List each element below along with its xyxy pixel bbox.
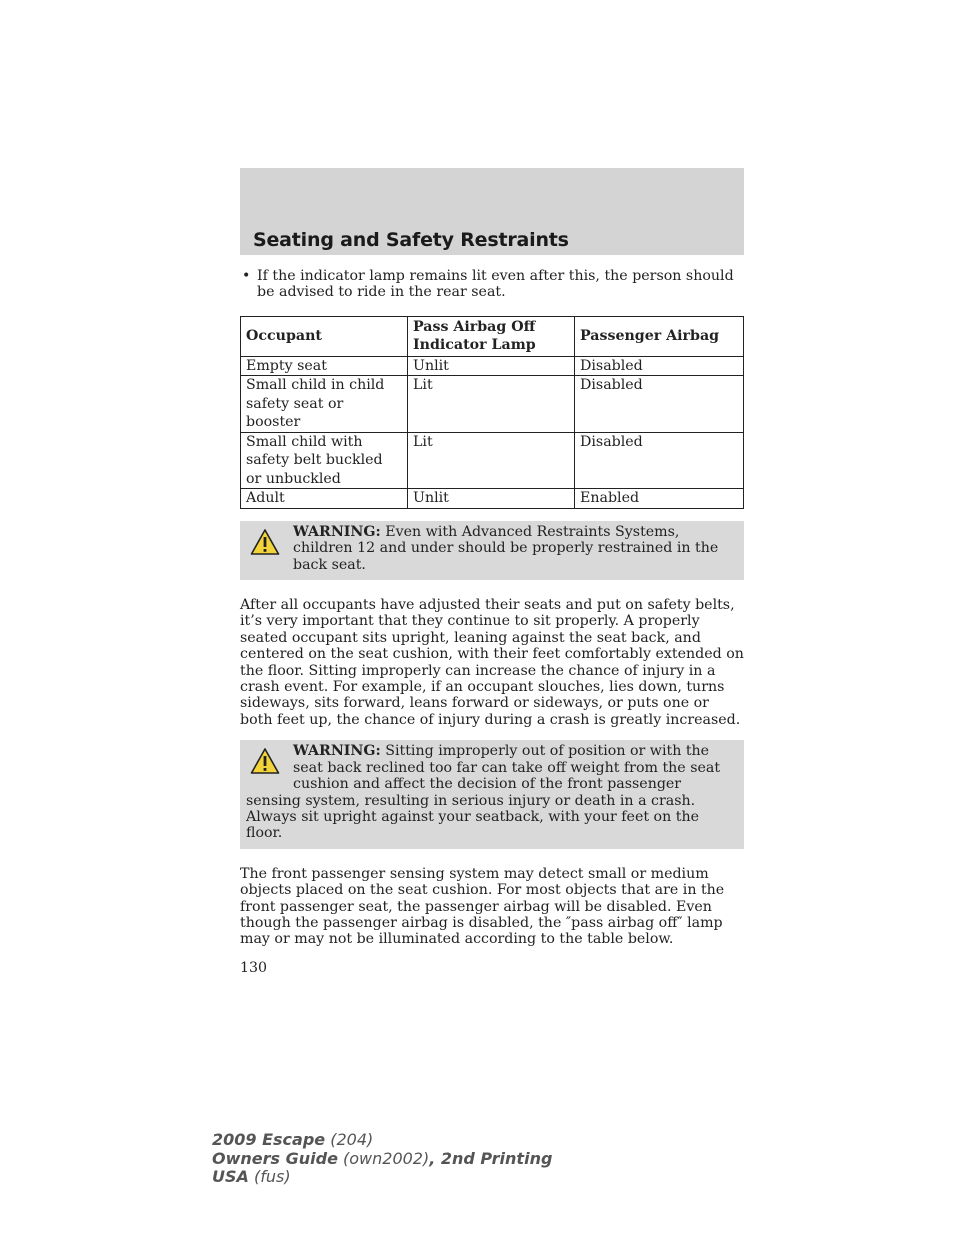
sensing-system-paragraph: The front passenger sensing system may detect small or medium objects placed on the seat cushion. For most objects that are in the front passenger seat, the passenger airbag will be disabled. Even though the passenger airbag is disabled, the ″pass airbag off″ lamp may or may not be illuminated according to the table below. xyxy=(240,865,725,948)
table-cell: Lit xyxy=(408,376,575,433)
section-title: Seating and Safety Restraints xyxy=(253,229,569,251)
warning-triangle-icon xyxy=(250,528,280,556)
table-cell: Enabled xyxy=(575,489,744,509)
warning-label: WARNING: xyxy=(293,743,381,760)
footer-market-code: (fus) xyxy=(248,1167,291,1186)
footer-model-code: (204) xyxy=(325,1130,374,1149)
footer-line-1 xyxy=(212,1131,552,1150)
table-row xyxy=(241,376,744,433)
table-header-row xyxy=(241,316,744,356)
warning-label: WARNING: xyxy=(293,523,381,540)
sitting-properly-paragraph: After all occupants have adjusted their seats and put on safety belts, it’s very important that they continue to sit properly. A properly seated occupant sits upright, leaning against the seat back, and centered on the seat cushion, with their feet comfortably extended on the floor. Sitting improperly can increase the chance of injury in a crash event. For example, if an occupant slouches, lies down, turns sideways, sits forward, leans forward or sideways, or puts one or both feet up, the chance of injury during a crash is greatly increased. xyxy=(240,597,744,728)
footer-model: 2009 Escape xyxy=(212,1130,326,1149)
page-content xyxy=(240,268,744,948)
table-cell: Disabled xyxy=(575,432,744,489)
warning-box-posture xyxy=(240,740,744,848)
warning-text-secondary: Always sit upright against your seatback, with your feet on the floor. xyxy=(246,808,699,842)
table-row xyxy=(241,489,744,509)
warning-text: Even with Advanced Restraints Systems, children 12 and under should be properly restrained in the back seat. xyxy=(293,523,719,573)
document-footer xyxy=(212,1131,552,1187)
page-number: 130 xyxy=(240,960,268,976)
bullet-dot-icon: • xyxy=(242,268,251,284)
section-header xyxy=(240,168,744,255)
table-header-cell: Passenger Airbag xyxy=(575,316,744,356)
table-header-cell: Occupant xyxy=(241,316,408,356)
footer-line-2 xyxy=(212,1150,552,1169)
warning-box-children xyxy=(240,521,744,580)
table-cell: Disabled xyxy=(575,356,744,376)
footer-printing: , 2nd Printing xyxy=(429,1148,553,1168)
table-cell: Empty seat xyxy=(241,356,408,376)
bullet-item xyxy=(240,268,744,301)
table-cell: Unlit xyxy=(408,356,575,376)
warning-triangle-icon xyxy=(250,747,280,775)
footer-guide-code: (own2002) xyxy=(337,1148,430,1168)
table-row xyxy=(241,356,744,376)
table-header-cell: Pass Airbag Off Indicator Lamp xyxy=(408,316,575,356)
footer-market: USA xyxy=(212,1167,249,1186)
warning-text: Sitting improperly out of position or with the seat back reclined too far can take off weight from the seat cushion and affect the decision of the front passenger sensing system, resulting in serious injury or death in a crash. xyxy=(246,743,721,809)
table-cell: Lit xyxy=(408,432,575,489)
table-cell: Adult xyxy=(241,489,408,509)
table-cell: Small child in child safety seat or booster xyxy=(241,376,408,433)
occupant-airbag-table xyxy=(240,316,744,509)
table-cell: Unlit xyxy=(408,489,575,509)
table-cell: Disabled xyxy=(575,376,744,433)
bullet-text: If the indicator lamp remains lit even after this, the person should be advised to ride in the rear seat. xyxy=(257,268,734,301)
footer-guide: Owners Guide xyxy=(212,1148,338,1168)
table-cell: Small child with safety belt buckled or unbuckled xyxy=(241,432,408,489)
table-row xyxy=(241,432,744,489)
footer-line-3 xyxy=(212,1168,552,1187)
